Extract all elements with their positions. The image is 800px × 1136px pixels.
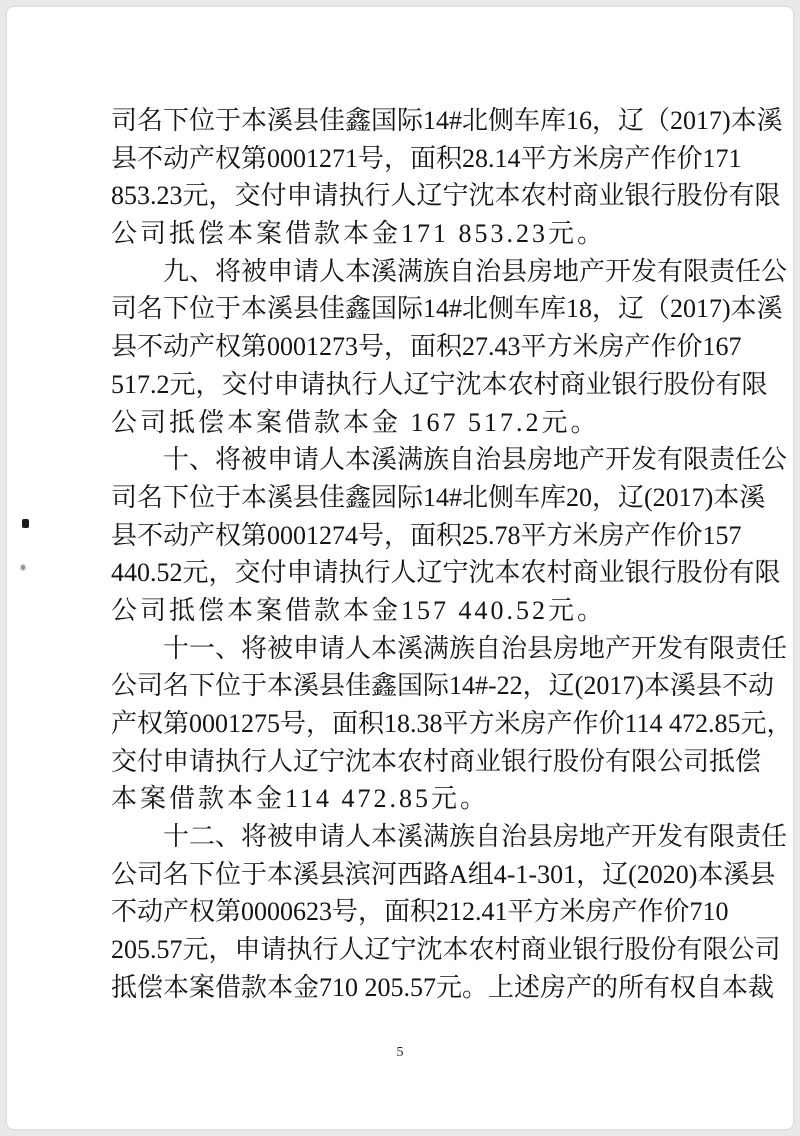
margin-mark	[22, 519, 29, 528]
text-line: 公司名下位于本溪县佳鑫国际14#-22，辽(2017)本溪县不动	[111, 671, 774, 701]
text-line: 205.57元，申请执行人辽宁沈本农村商业银行股份有限公司	[111, 935, 781, 965]
text-line: 十一、将被申请人本溪满族自治县房地产开发有限责任	[163, 633, 788, 663]
paragraph-continuation-item-8	[111, 102, 783, 253]
text-line: 司名下位于本溪县佳鑫国际14#北侧车库18，辽（2017)本溪	[111, 294, 783, 324]
text-line: 抵偿本案借款本金710 205.57元。上述房产的所有权自本裁	[111, 972, 775, 1002]
text-line: 县不动产权第0001271号，面积28.14平方米房产作价171	[111, 143, 742, 173]
text-line: 本案借款本金114 472.85元。	[111, 784, 490, 814]
text-line: 九、将被申请人本溪满族自治县房地产开发有限责任公	[163, 256, 788, 286]
text-line: 517.2元，交付申请执行人辽宁沈本农村商业银行股份有限	[111, 369, 768, 399]
text-line: 县不动产权第0001274号，面积25.78平方米房产作价157	[111, 520, 742, 550]
text-line: 853.23元，交付申请执行人辽宁沈本农村商业银行股份有限	[111, 181, 781, 211]
text-line: 公司抵偿本案借款本金171 853.23元。	[111, 219, 607, 249]
document-page	[6, 6, 794, 1130]
text-line: 司名下位于本溪县佳鑫园际14#北侧车库20，辽(2017)本溪	[111, 482, 766, 512]
paragraph-item-9	[111, 253, 788, 441]
text-line: 十、将被申请人本溪满族自治县房地产开发有限责任公	[163, 445, 788, 475]
text-line: 司名下位于本溪县佳鑫国际14#北侧车库16，辽（2017)本溪	[111, 106, 783, 135]
text-line: 公司名下位于本溪县滨河西路A组4-1-301，辽(2020)本溪县	[111, 859, 776, 889]
document-body	[111, 102, 793, 1007]
text-line: 公司抵偿本案借款本金157 440.52元。	[111, 595, 607, 625]
text-line: 不动产权第0000623号，面积212.41平方米房产作价710	[111, 897, 729, 927]
text-line: 公司抵偿本案借款本金 167 517.2元。	[111, 407, 600, 437]
text-line: 县不动产权第0001273号，面积27.43平方米房产作价167	[111, 332, 742, 362]
page-number: 5	[396, 1045, 404, 1060]
paragraph-item-10	[111, 441, 788, 629]
margin-mark	[21, 565, 25, 570]
text-line: 交付申请执行人辽宁沈本农村商业银行股份有限公司抵偿	[111, 746, 762, 776]
text-line: 产权第0001275号，面积18.38平方米房产作价114 472.85元，	[111, 709, 793, 738]
text-line: 十二、将被申请人本溪满族自治县房地产开发有限责任	[163, 822, 788, 852]
text-line: 440.52元，交付申请执行人辽宁沈本农村商业银行股份有限	[111, 558, 781, 588]
paragraph-item-11	[111, 630, 793, 818]
paragraph-item-12	[111, 818, 788, 1006]
